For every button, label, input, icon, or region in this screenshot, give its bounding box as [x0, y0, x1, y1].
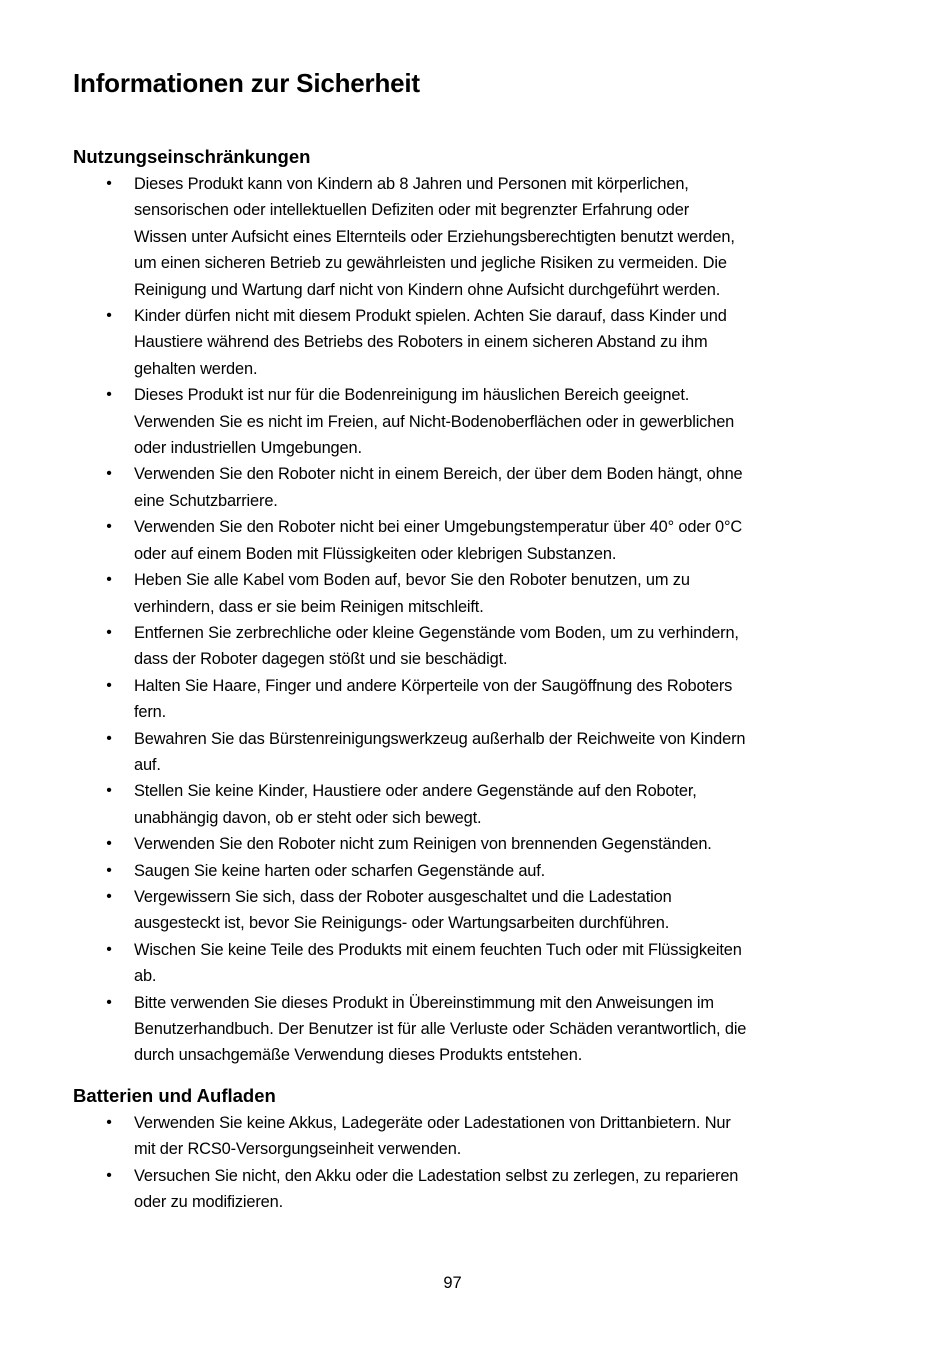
batteries-charging-list [73, 1110, 843, 1216]
bullet-icon: • [106, 571, 112, 589]
bullet-icon: • [106, 1114, 112, 1131]
bullet-text-line: Verwenden Sie es nicht im Freien, auf Nicht-Bodenoberflächen oder in gewerblichen [134, 412, 735, 431]
page-title: Informationen zur Sicherheit [73, 68, 420, 98]
bullet-text-line: sensorischen oder intellektuellen Defiziten oder mit begrenzter Erfahrung oder [134, 201, 690, 220]
bullet-text-line: durch unsachgemäße Verwendung dieses Produkts entstehen. [134, 1046, 583, 1065]
bullet-icon: • [106, 518, 112, 536]
bullet-text-line: auf. [134, 755, 161, 774]
bullet-text-line: eine Schutzbarriere. [134, 491, 278, 510]
bullet-text-line: ausgesteckt ist, bevor Sie Reinigungs- oder Wartungsarbeiten durchführen. [134, 914, 670, 933]
bullet-text-line: Versuchen Sie nicht, den Akku oder die Ladestation selbst zu zerlegen, zu reparieren [134, 1166, 739, 1185]
bullet-icon: • [106, 175, 112, 192]
bullet-text-line: Verwenden Sie den Roboter nicht bei einer Umgebungstemperatur über 40° oder 0°C [134, 518, 743, 537]
bullet-item [73, 567, 843, 620]
bullet-item [73, 382, 843, 461]
bullet-icon: • [106, 729, 112, 747]
bullet-item [73, 303, 843, 382]
bullet-icon: • [106, 623, 112, 641]
bullet-item [73, 1163, 843, 1216]
bullet-text-line: Entfernen Sie zerbrechliche oder kleine Gegenstände vom Boden, um zu verhindern, [134, 623, 739, 642]
bullet-item [73, 1110, 843, 1163]
page-number: 97 [443, 1274, 462, 1292]
bullet-text-line: verhindern, dass er sie beim Reinigen mitschleift. [134, 597, 484, 616]
bullet-text-line: Verwenden Sie den Roboter nicht in einem Bereich, der über dem Boden hängt, ohne [134, 465, 743, 484]
bullet-text-line: Saugen Sie keine harten oder scharfen Gegenstände auf. [134, 861, 546, 880]
bullet-icon: • [106, 835, 112, 853]
bullet-text-line: Wischen Sie keine Teile des Produkts mit einem feuchten Tuch oder mit Flüssigkeiten [134, 940, 742, 959]
bullet-text-line: gehalten werden. [134, 359, 258, 378]
bullet-item [73, 937, 843, 990]
bullet-item [73, 831, 843, 857]
usage-restrictions-list [73, 171, 843, 1069]
bullet-text-line: Benutzerhandbuch. Der Benutzer ist für alle Verluste oder Schäden verantwortlich, die [134, 1020, 747, 1038]
bullet-text-line: fern. [134, 703, 167, 722]
bullet-text-line: oder industriellen Umgebungen. [134, 439, 362, 458]
bullet-text-line: Wissen unter Aufsicht eines Elternteils oder Erziehungsberechtigten benutzt werden, [134, 227, 735, 246]
section-heading-batterien-und-aufladen: Batterien und Aufladen [73, 1085, 276, 1106]
bullet-text-line: Bitte verwenden Sie dieses Produkt in Übereinstimmung mit den Anweisungen im [134, 993, 714, 1012]
section-heading-nutzungseinschraenkungen: Nutzungseinschränkungen [73, 146, 311, 167]
bullet-text-line: Verwenden Sie keine Akkus, Ladegeräte oder Ladestationen von Drittanbietern. Nur [134, 1114, 731, 1132]
bullet-icon: • [106, 887, 112, 905]
bullet-item [73, 461, 843, 514]
bullet-text-line: Dieses Produkt kann von Kindern ab 8 Jahren und Personen mit körperlichen, [134, 175, 689, 193]
bullet-text-line: Haustiere während des Betriebs des Roboters in einem sicheren Abstand zu ihm [134, 333, 708, 352]
bullet-item [73, 858, 843, 884]
bullet-icon: • [106, 307, 112, 325]
bullet-text-line: oder auf einem Boden mit Flüssigkeiten oder klebrigen Substanzen. [134, 544, 617, 563]
bullet-text-line: mit der RCS0-Versorgungseinheit verwenden. [134, 1140, 462, 1159]
bullet-text-line: Halten Sie Haare, Finger und andere Körperteile von der Saugöffnung des Roboters [134, 676, 733, 695]
bullet-icon: • [106, 386, 112, 404]
bullet-icon: • [106, 993, 112, 1011]
bullet-icon: • [106, 1166, 112, 1184]
bullet-item [73, 620, 843, 673]
bullet-item [73, 171, 843, 303]
bullet-text-line: Heben Sie alle Kabel vom Boden auf, bevor Sie den Roboter benutzen, um zu [134, 571, 690, 590]
bullet-text-line: um einen sicheren Betrieb zu gewährleisten und jegliche Risiken zu vermeiden. Die [134, 254, 727, 273]
bullet-item [73, 884, 843, 937]
bullet-text-line: unabhängig davon, ob er steht oder sich bewegt. [134, 808, 482, 827]
bullet-text-line: ab. [134, 967, 157, 986]
bullet-item [73, 778, 843, 831]
bullet-text-line: Bewahren Sie das Bürstenreinigungswerkzeug außerhalb der Reichweite von Kindern [134, 729, 746, 748]
bullet-icon: • [106, 465, 112, 483]
bullet-icon: • [106, 940, 112, 958]
bullet-text-line: Verwenden Sie den Roboter nicht zum Reinigen von brennenden Gegenständen. [134, 835, 712, 854]
bullet-item [73, 514, 843, 567]
bullet-text-line: Reinigung und Wartung darf nicht von Kindern ohne Aufsicht durchgeführt werden. [134, 280, 721, 299]
bullet-icon: • [106, 676, 112, 694]
bullet-text-line: Vergewissern Sie sich, dass der Roboter ausgeschaltet und die Ladestation [134, 887, 672, 906]
bullet-item [73, 726, 843, 779]
bullet-item [73, 673, 843, 726]
bullet-text-line: oder zu modifizieren. [134, 1193, 283, 1212]
bullet-text-line: Dieses Produkt ist nur für die Bodenreinigung im häuslichen Bereich geeignet. [134, 386, 690, 405]
bullet-text-line: Stellen Sie keine Kinder, Haustiere oder andere Gegenstände auf den Roboter, [134, 782, 697, 801]
bullet-item [73, 990, 843, 1069]
bullet-icon: • [106, 782, 112, 800]
bullet-text-line: Kinder dürfen nicht mit diesem Produkt spielen. Achten Sie darauf, dass Kinder und [134, 307, 727, 326]
bullet-text-line: dass der Roboter dagegen stößt und sie beschädigt. [134, 650, 508, 669]
bullet-icon: • [106, 861, 112, 879]
